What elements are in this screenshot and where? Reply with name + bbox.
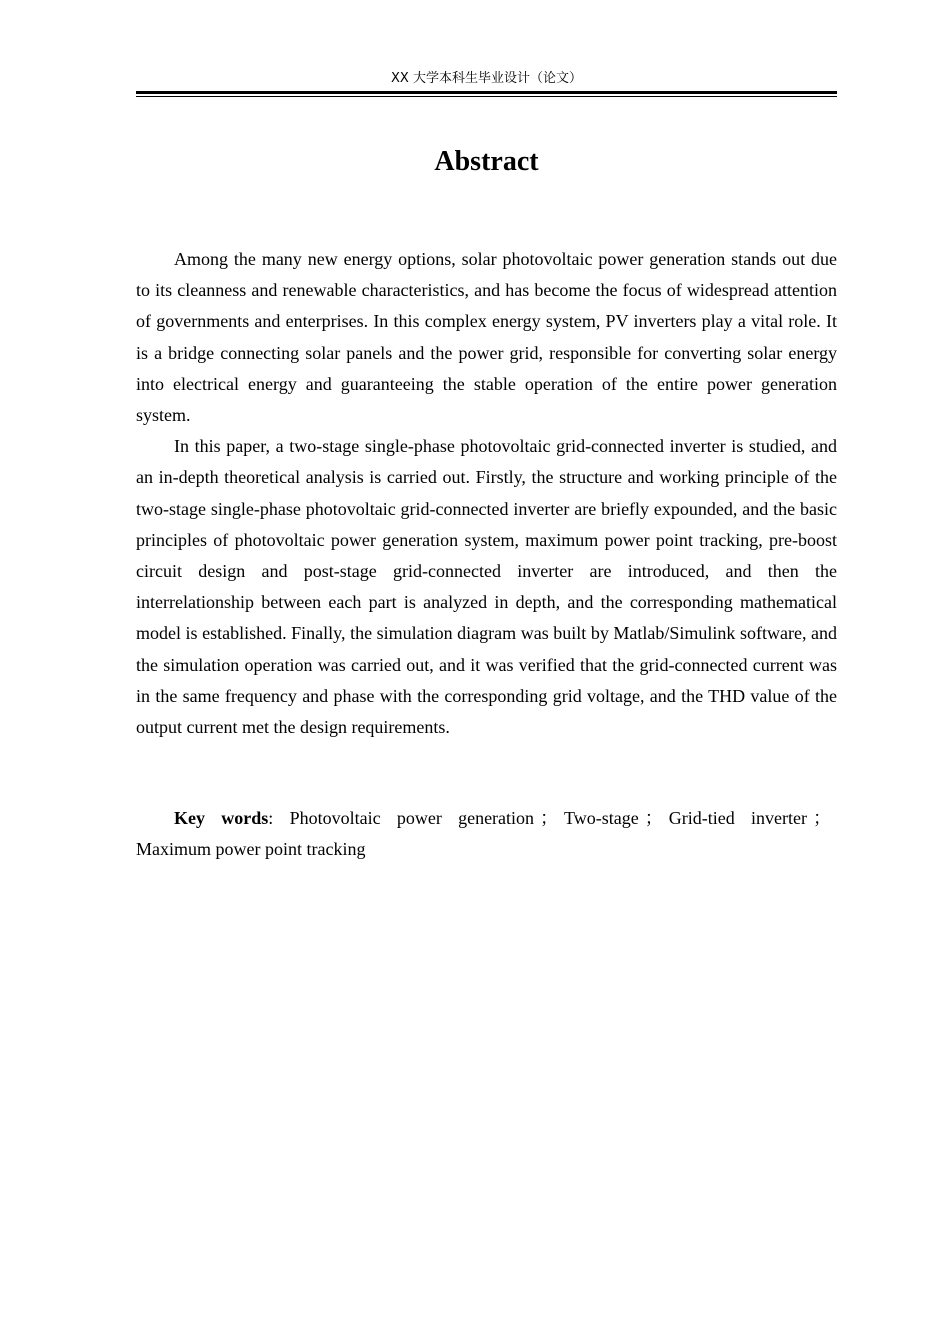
- keywords-label: Key words: [174, 808, 269, 828]
- header-rule-thick: [136, 91, 837, 94]
- keywords-colon: :: [268, 808, 290, 828]
- abstract-body: [136, 244, 837, 743]
- header-rule: [136, 91, 837, 98]
- keyword-item: Grid-tied inverter: [668, 808, 807, 828]
- keyword-separator: ；: [540, 808, 559, 828]
- keyword-item: Two-stage: [564, 808, 639, 828]
- abstract-paragraph-1: Among the many new energy options, solar photovoltaic power generation stands out due to its cleanness and renewable characteristics, and has become the focus of widespread attention of governments and enterprises. In this complex energy system, PV inverters play a vital role. It is a bridge connecting solar panels and the power grid, responsible for converting solar energy into electrical energy and guaranteeing the stable operation of the entire power generation system.: [136, 249, 837, 426]
- keyword-separator: ；: [813, 808, 831, 828]
- keyword-separator: ；: [644, 808, 663, 828]
- header-rule-thin: [136, 96, 837, 97]
- keywords-line: [136, 803, 837, 865]
- keyword-item: Maximum power point tracking: [136, 839, 366, 859]
- page-header: XX 大学本科生毕业设计（论文）: [391, 71, 582, 86]
- keyword-item: Photovoltaic power generation: [289, 808, 535, 828]
- abstract-title: Abstract: [434, 146, 539, 177]
- abstract-paragraph-2: In this paper, a two-stage single-phase photovoltaic grid-connected inverter is studied, and an in-depth theoretical analysis is carried out. Firstly, the structure and working principle of the two-stage single-phase photovoltaic grid-connected inverter are briefly expounded, and the basic principles of photovoltaic power generation system, maximum power point tracking, pre-boost circuit design and post-stage grid-connected inverter are introduced, and then the interrelationship between each part is analyzed in depth, and the corresponding mathematical model is established. Finally, the simulation diagram was built by Matlab/Simulink software, and the simulation operation was carried out, and it was verified that the grid-connected current was in the same frequency and phase with the corresponding grid voltage, and the THD value of the output current met the design requirements.: [136, 436, 837, 738]
